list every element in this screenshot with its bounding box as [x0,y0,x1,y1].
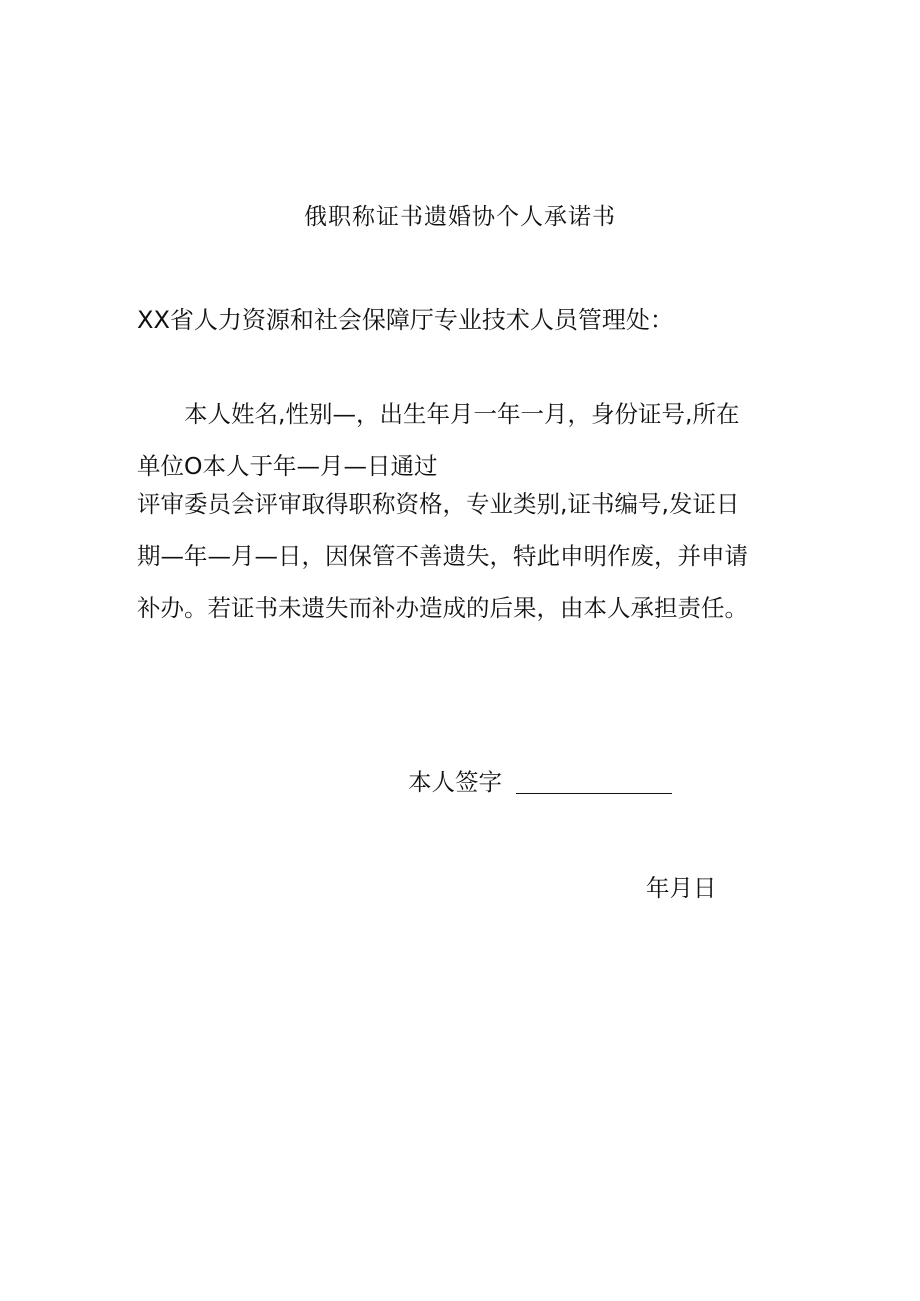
body-line: 期—年—月—日，因保管不善遗失，特此申明作废，并申请 [137,542,748,570]
date-label: 年月日 [646,874,717,902]
signature-label: 本人签字 [408,768,502,796]
addressee: XX省人力资源和社会保障厅专业技术人员管理处： [137,306,674,334]
document-title: 俄职称证书遗婚协个人承诺书 [304,204,616,230]
body-line: 单位O本人于年—月—日通过 [137,452,438,480]
signature-line[interactable] [516,769,672,794]
signature-block [408,763,672,797]
body-line: 本人姓名,性别—，出生年月一年一月，身份证号,所在 [184,400,740,428]
document-body [137,398,787,644]
body-line: 评审委员会评审取得职称资格，专业类别,证书编号,发证日 [137,490,740,518]
body-line: 补办。若证书未遗失而补办造成的后果，由本人承担责任。 [137,594,748,622]
